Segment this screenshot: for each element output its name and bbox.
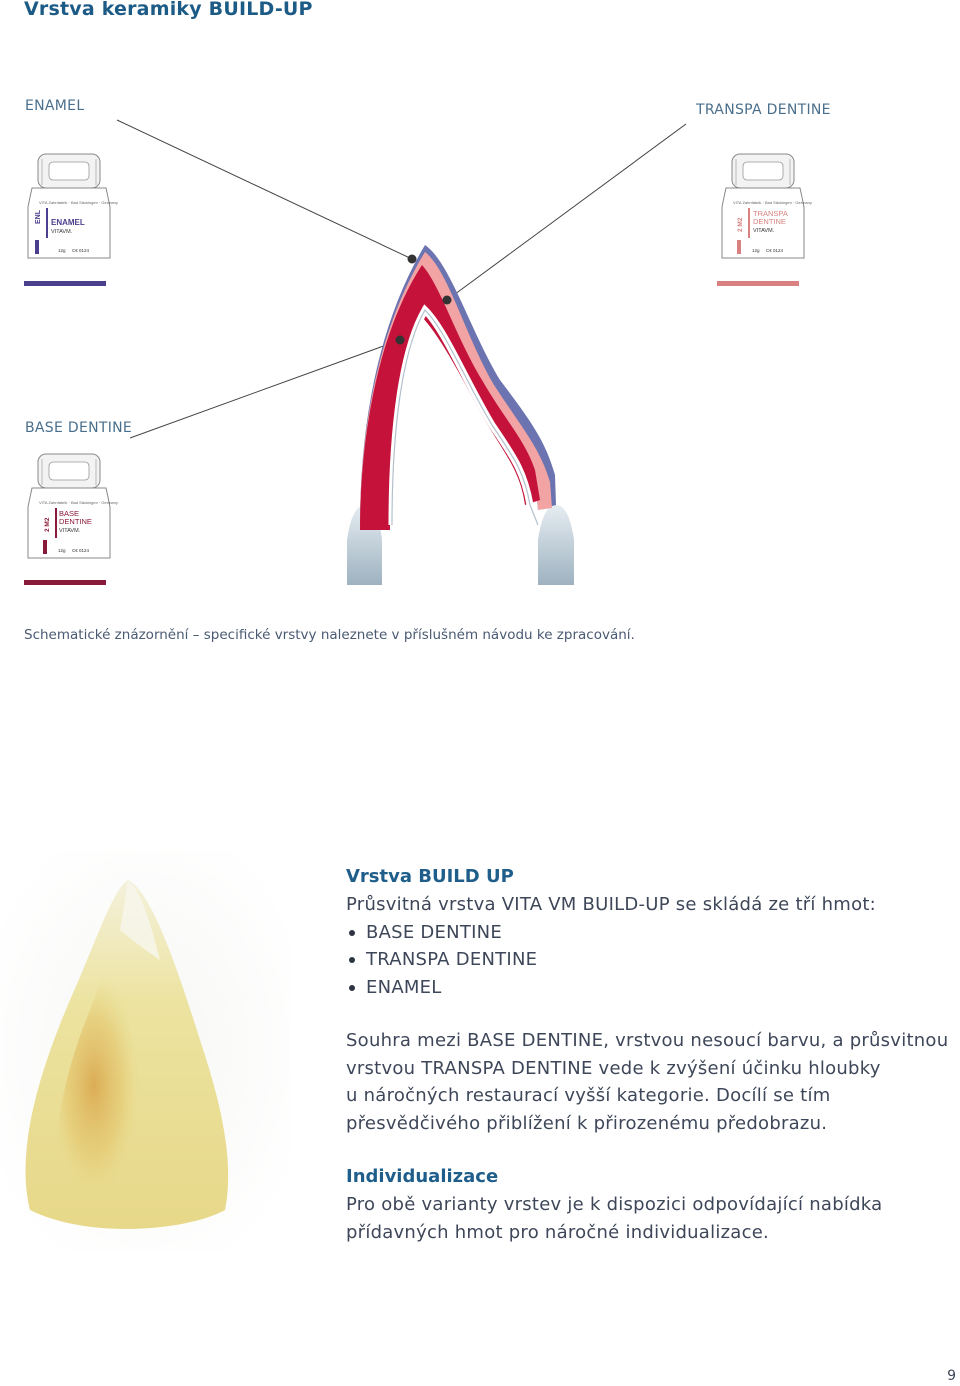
diagram-caption: Schematické znázornění – specifické vrstvy naleznete v příslušném návodu ke zpracování. — [24, 627, 635, 643]
base-marker-dot — [396, 336, 405, 345]
jar-code-text: ENL — [35, 210, 42, 224]
transpa-dentine-label: TRANSPA DENTINE — [696, 102, 831, 118]
jar-product-name-line2: DENTINE — [753, 217, 786, 226]
jar-product-name-line1: TRANSPA — [753, 209, 788, 218]
individualization-text — [346, 1191, 958, 1246]
jar-code-text: 2 M2 — [44, 517, 51, 532]
jar-product-name: ENAMEL — [51, 218, 85, 227]
page-title: Vrstva keramiky BUILD-UP — [24, 0, 313, 20]
jar-ce-mark: C€ 0124 — [72, 548, 90, 553]
paragraph-line: Souhra mezi BASE DENTINE, vrstvou nesoucí barvu, a průsvitnou — [346, 1030, 949, 1051]
build-up-paragraph — [346, 1027, 958, 1137]
jar-brand-text: VITA Zahnfabrik · Bad Säckingen · Germany — [39, 200, 118, 205]
list-item: TRANSPA DENTINE — [346, 946, 956, 974]
paragraph-line: Pro obě varianty vrstev je k dispozici odpovídající nabídka — [346, 1194, 883, 1215]
enamel-marker-dot — [408, 255, 417, 264]
base-dentine-label: BASE DENTINE — [25, 420, 133, 436]
paragraph-line: u náročných restaurací vyšší kategorie. Docílí se tím — [346, 1085, 831, 1106]
jar-product-name-line2: DENTINE — [59, 517, 92, 526]
transpa-dentine-jar-icon — [718, 152, 812, 262]
enamel-label: ENAMEL — [25, 98, 85, 114]
jar-weight: 12g — [58, 248, 66, 253]
jar-vita-logo: VITAVM. — [51, 229, 73, 235]
jar-ce-mark: C€ 0124 — [72, 248, 90, 253]
list-item: ENAMEL — [346, 974, 956, 1002]
jar-ce-mark: C€ 0124 — [766, 248, 784, 253]
paragraph-line: přídavných hmot pro náročné individualizace. — [346, 1221, 770, 1243]
base-dentine-jar-icon — [24, 452, 118, 562]
enamel-color-bar — [24, 281, 106, 286]
build-up-heading: Vrstva BUILD UP — [346, 866, 514, 887]
tooth-crown-photo — [0, 850, 290, 1250]
jar-weight: 12g — [752, 248, 760, 253]
jar-brand-text: VITA Zahnfabrik · Bad Säckingen · Germany — [733, 200, 812, 205]
build-up-intro: Průsvitná vrstva VITA VM BUILD-UP se skládá ze tří hmot: — [346, 894, 876, 915]
page-number: 9 — [947, 1368, 956, 1384]
paragraph-line: přesvědčivého přiblížení k přirozenému předobrazu. — [346, 1112, 828, 1134]
enamel-jar-icon — [24, 152, 118, 262]
list-item: BASE DENTINE — [346, 919, 956, 947]
base-dentine-color-bar — [24, 580, 106, 585]
jar-code-text: 2 M2 — [737, 217, 744, 232]
jar-vita-logo: VITAVM. — [59, 528, 81, 534]
jar-brand-text: VITA Zahnfabrik · Bad Säckingen · Germany — [39, 500, 118, 505]
tooth-layer-diagram — [0, 0, 960, 600]
individualization-heading: Individualizace — [346, 1166, 499, 1187]
paragraph-line: vrstvou TRANSPA DENTINE vede k zvýšení účinku hloubky — [346, 1057, 881, 1079]
jar-vita-logo: VITAVM. — [753, 228, 775, 234]
gingiva-right — [538, 505, 574, 585]
build-up-text — [346, 891, 956, 1001]
jar-product-name-line1: BASE — [59, 509, 80, 518]
jar-weight: 12g — [58, 548, 66, 553]
build-up-list — [346, 919, 956, 1002]
transpa-marker-dot — [443, 296, 452, 305]
transpa-dentine-color-bar — [717, 281, 799, 286]
